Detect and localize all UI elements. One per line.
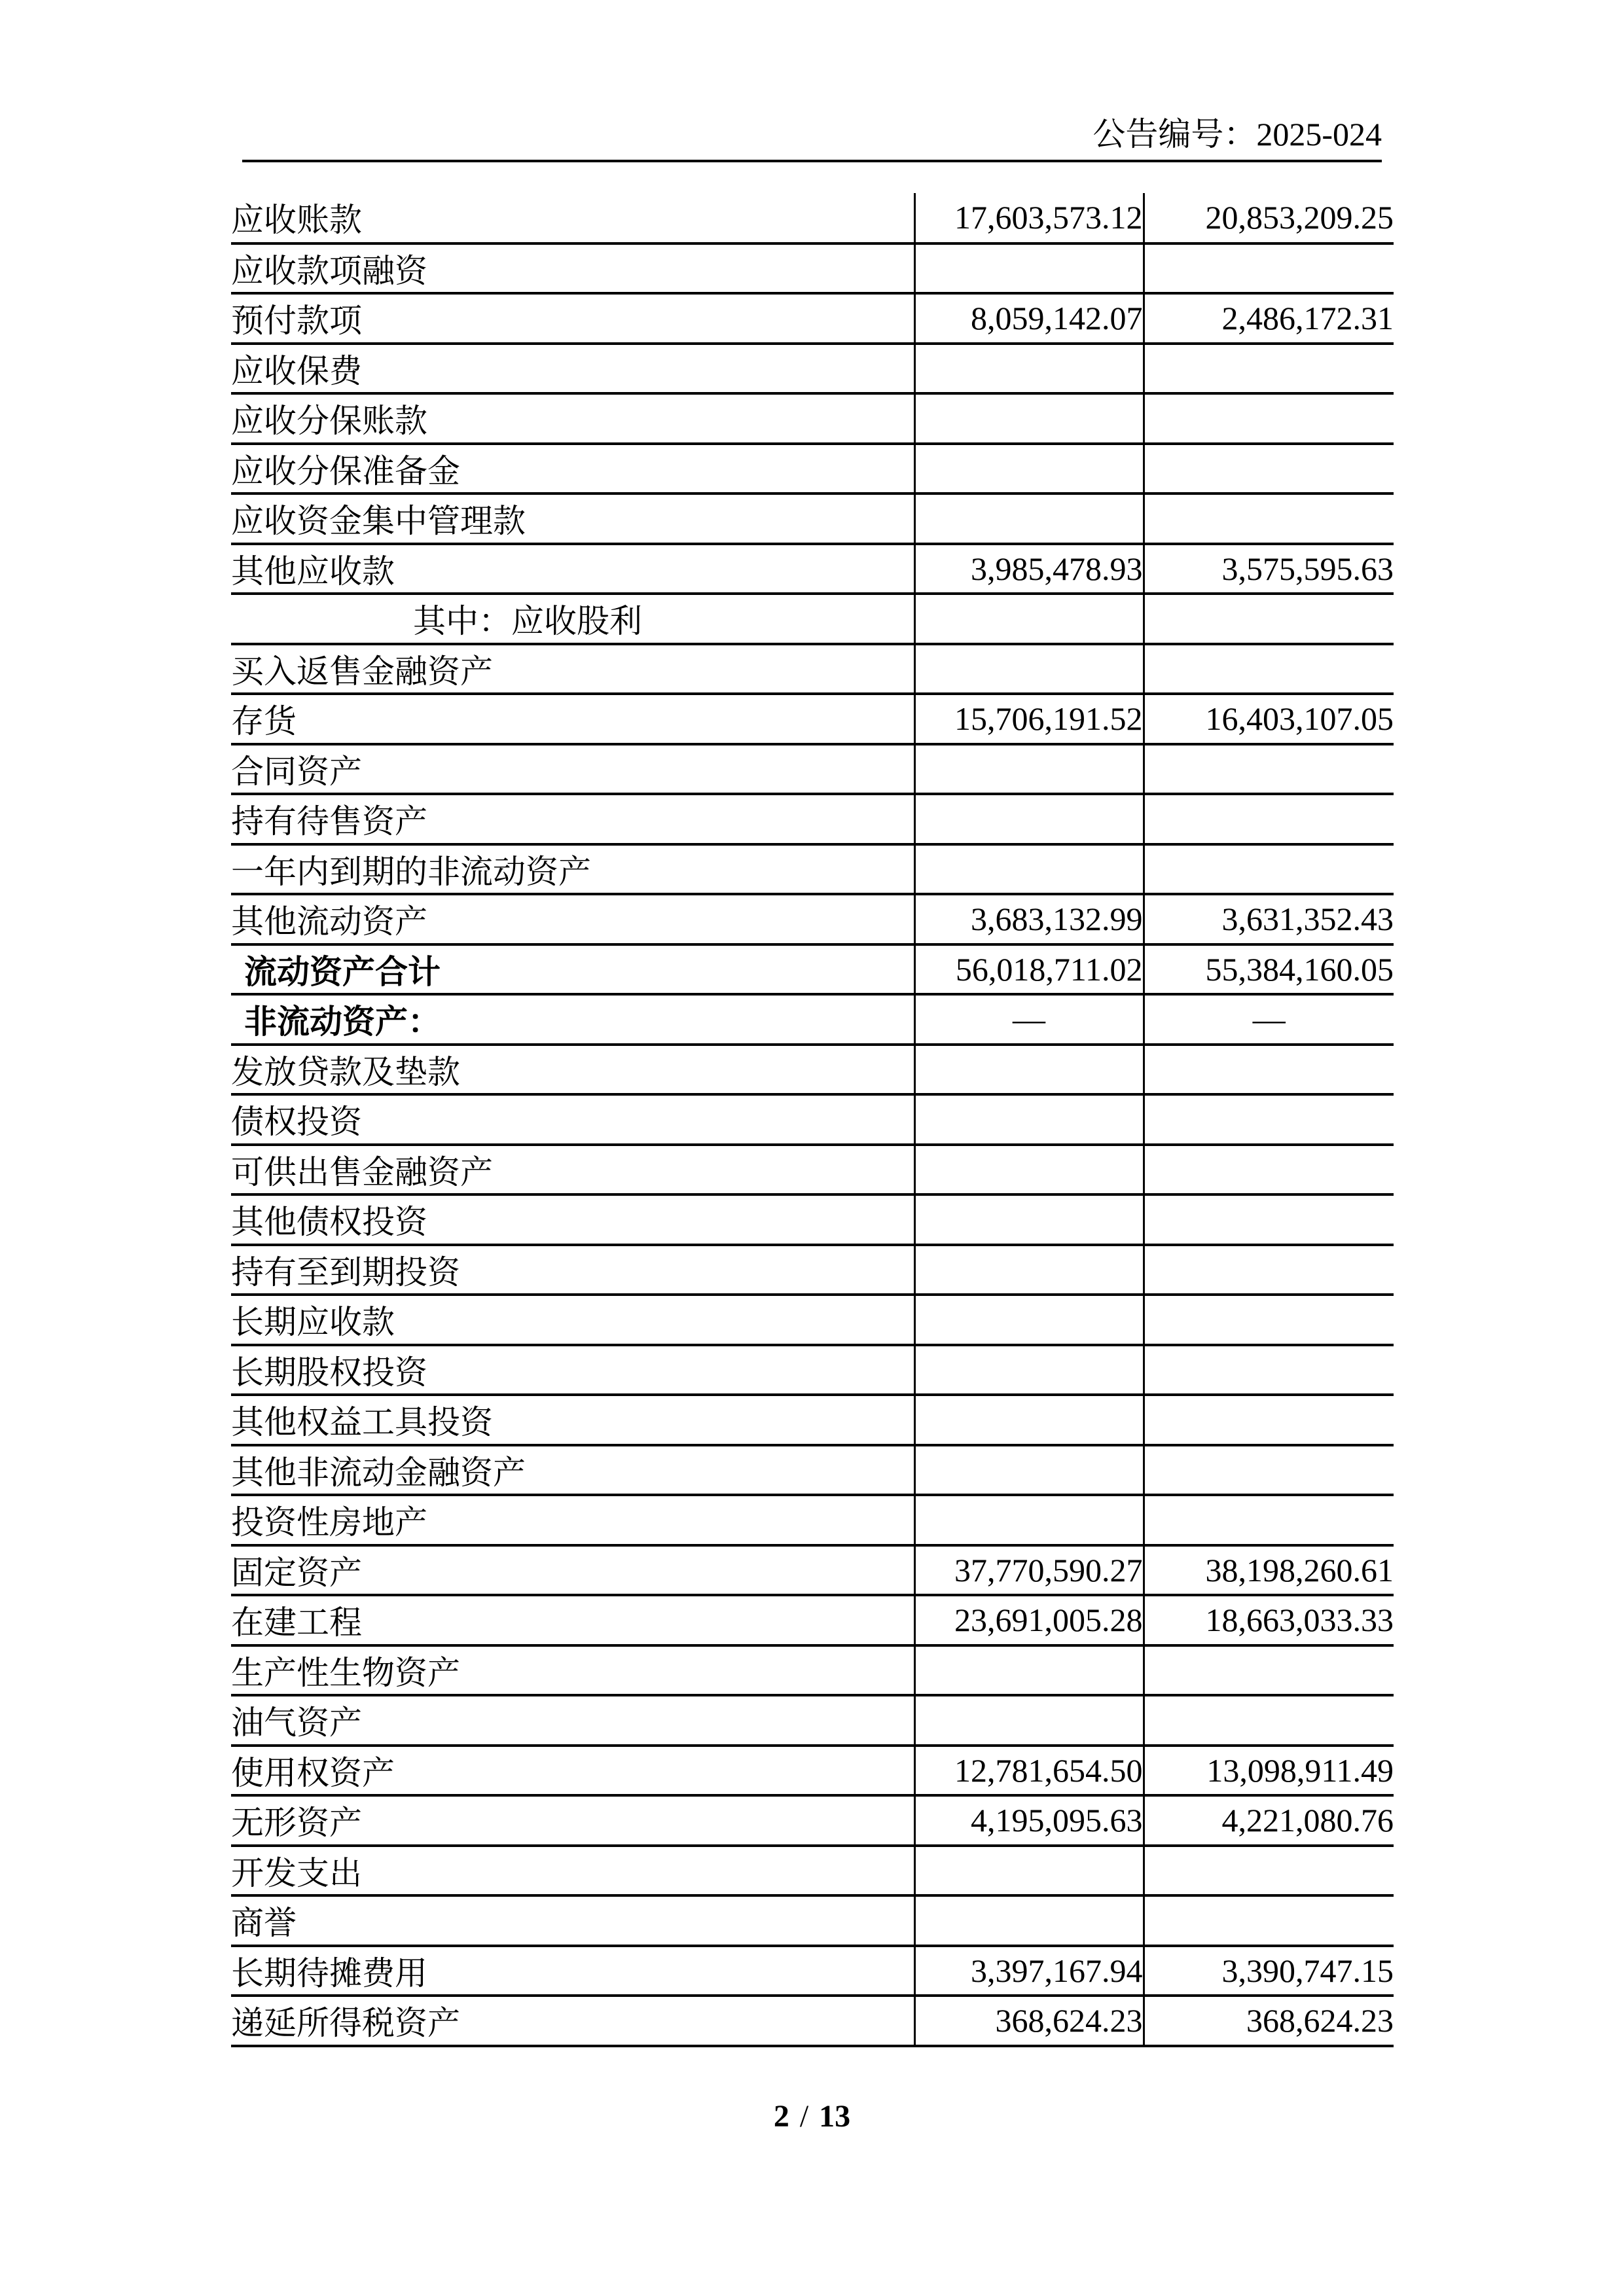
value-prior-period — [1144, 1295, 1394, 1345]
row-label: 使用权资产 — [231, 1746, 914, 1796]
value-current-period: 4,195,095.63 — [914, 1795, 1144, 1846]
value-current-period — [914, 1895, 1144, 1946]
table-row — [231, 1895, 1394, 1946]
value-current-period — [914, 1345, 1144, 1395]
table-row — [231, 1445, 1394, 1496]
value-current-period: 56,018,711.02 — [914, 944, 1144, 995]
row-label: 长期待摊费用 — [231, 1946, 914, 1996]
table-row — [231, 493, 1394, 544]
value-prior-period — [1144, 344, 1394, 394]
value-prior-period — [1144, 1145, 1394, 1195]
value-prior-period — [1144, 493, 1394, 544]
table-row — [231, 1094, 1394, 1145]
value-current-period: — — [914, 994, 1144, 1045]
table-row — [231, 844, 1394, 895]
row-label: 投资性房地产 — [231, 1495, 914, 1545]
row-label: 其他权益工具投资 — [231, 1395, 914, 1445]
table-row — [231, 1395, 1394, 1445]
table-row — [231, 1045, 1394, 1095]
balance-sheet-table — [231, 193, 1394, 2047]
row-label: 其中：应收股利 — [231, 594, 914, 644]
value-prior-period — [1144, 1194, 1394, 1245]
value-prior-period — [1144, 444, 1394, 494]
value-current-period — [914, 1094, 1144, 1145]
value-prior-period — [1144, 243, 1394, 294]
table-row — [231, 1996, 1394, 2046]
value-current-period — [914, 1145, 1144, 1195]
page-number-current: 2 — [773, 2099, 789, 2134]
table-row — [231, 1245, 1394, 1295]
row-label: 油气资产 — [231, 1695, 914, 1746]
row-label: 递延所得税资产 — [231, 1996, 914, 2046]
row-label: 持有至到期投资 — [231, 1245, 914, 1295]
value-prior-period: 38,198,260.61 — [1144, 1545, 1394, 1596]
table-row — [231, 243, 1394, 294]
value-current-period — [914, 1695, 1144, 1746]
value-prior-period: 20,853,209.25 — [1144, 193, 1394, 243]
value-prior-period — [1144, 1245, 1394, 1295]
value-current-period: 3,683,132.99 — [914, 894, 1144, 944]
value-current-period — [914, 1245, 1144, 1295]
row-label: 流动资产合计 — [231, 944, 914, 995]
table-row — [231, 1345, 1394, 1395]
value-current-period: 37,770,590.27 — [914, 1545, 1144, 1596]
row-label: 其他应收款 — [231, 544, 914, 594]
row-label: 应收资金集中管理款 — [231, 493, 914, 544]
row-label: 合同资产 — [231, 744, 914, 795]
row-label: 非流动资产： — [231, 994, 914, 1045]
value-prior-period: 2,486,172.31 — [1144, 293, 1394, 344]
value-current-period — [914, 1194, 1144, 1245]
value-prior-period: 3,631,352.43 — [1144, 894, 1394, 944]
table-row — [231, 393, 1394, 444]
value-prior-period — [1144, 393, 1394, 444]
value-current-period — [914, 1045, 1144, 1095]
table-row — [231, 344, 1394, 394]
table-row — [231, 1145, 1394, 1195]
row-label: 持有待售资产 — [231, 794, 914, 844]
row-label: 商誉 — [231, 1895, 914, 1946]
value-current-period — [914, 1445, 1144, 1496]
table-row — [231, 1295, 1394, 1345]
value-prior-period — [1144, 1345, 1394, 1395]
value-current-period: 368,624.23 — [914, 1996, 1144, 2046]
value-prior-period — [1144, 1045, 1394, 1095]
value-current-period: 3,397,167.94 — [914, 1946, 1144, 1996]
table-row — [231, 1194, 1394, 1245]
row-label: 其他流动资产 — [231, 894, 914, 944]
row-label: 长期应收款 — [231, 1295, 914, 1345]
table-row — [231, 944, 1394, 995]
value-prior-period — [1144, 1695, 1394, 1746]
row-label: 应收款项融资 — [231, 243, 914, 294]
value-prior-period: 368,624.23 — [1144, 1996, 1394, 2046]
table-row — [231, 193, 1394, 243]
row-label: 固定资产 — [231, 1545, 914, 1596]
value-current-period — [914, 1846, 1144, 1896]
table-row — [231, 1545, 1394, 1596]
value-current-period — [914, 744, 1144, 795]
value-current-period — [914, 1395, 1144, 1445]
table-row — [231, 744, 1394, 795]
value-prior-period: 13,098,911.49 — [1144, 1746, 1394, 1796]
table-row — [231, 794, 1394, 844]
value-current-period — [914, 594, 1144, 644]
table-row — [231, 1795, 1394, 1846]
row-label: 其他非流动金融资产 — [231, 1445, 914, 1496]
row-label: 应收分保准备金 — [231, 444, 914, 494]
page-number-separator: / — [799, 2099, 809, 2134]
table-row — [231, 444, 1394, 494]
table-row — [231, 293, 1394, 344]
row-label: 预付款项 — [231, 293, 914, 344]
value-prior-period: — — [1144, 994, 1394, 1045]
value-prior-period — [1144, 1495, 1394, 1545]
value-prior-period — [1144, 1094, 1394, 1145]
value-prior-period — [1144, 594, 1394, 644]
table-row — [231, 694, 1394, 744]
value-prior-period — [1144, 1645, 1394, 1696]
table-row — [231, 1495, 1394, 1545]
row-label: 长期股权投资 — [231, 1345, 914, 1395]
row-label: 买入返售金融资产 — [231, 644, 914, 694]
page-footer — [0, 2098, 1624, 2135]
row-label: 应收账款 — [231, 193, 914, 243]
value-prior-period — [1144, 744, 1394, 795]
value-current-period — [914, 1645, 1144, 1696]
value-current-period — [914, 844, 1144, 895]
table-row — [231, 544, 1394, 594]
row-label: 一年内到期的非流动资产 — [231, 844, 914, 895]
table-row — [231, 1746, 1394, 1796]
row-label: 应收保费 — [231, 344, 914, 394]
row-label: 发放贷款及垫款 — [231, 1045, 914, 1095]
table-row — [231, 1946, 1394, 1996]
value-prior-period — [1144, 1846, 1394, 1896]
row-label: 在建工程 — [231, 1595, 914, 1645]
table-row — [231, 994, 1394, 1045]
value-current-period — [914, 243, 1144, 294]
value-current-period — [914, 794, 1144, 844]
value-current-period: 15,706,191.52 — [914, 694, 1144, 744]
row-label: 开发支出 — [231, 1846, 914, 1896]
value-current-period: 23,691,005.28 — [914, 1595, 1144, 1645]
value-prior-period — [1144, 1445, 1394, 1496]
value-prior-period: 4,221,080.76 — [1144, 1795, 1394, 1846]
value-current-period — [914, 493, 1144, 544]
table-row — [231, 1846, 1394, 1896]
value-prior-period: 16,403,107.05 — [1144, 694, 1394, 744]
table-row — [231, 1595, 1394, 1645]
value-current-period — [914, 1295, 1144, 1345]
value-prior-period — [1144, 644, 1394, 694]
value-prior-period: 55,384,160.05 — [1144, 944, 1394, 995]
value-current-period: 17,603,573.12 — [914, 193, 1144, 243]
table-row — [231, 894, 1394, 944]
value-prior-period: 3,575,595.63 — [1144, 544, 1394, 594]
table-row — [231, 1695, 1394, 1746]
announcement-number: 公告编号：2025-024 — [1092, 116, 1382, 152]
value-current-period: 8,059,142.07 — [914, 293, 1144, 344]
row-label: 生产性生物资产 — [231, 1645, 914, 1696]
value-current-period: 3,985,478.93 — [914, 544, 1144, 594]
value-prior-period — [1144, 794, 1394, 844]
value-current-period — [914, 444, 1144, 494]
value-current-period — [914, 393, 1144, 444]
row-label: 可供出售金融资产 — [231, 1145, 914, 1195]
value-current-period: 12,781,654.50 — [914, 1746, 1144, 1796]
value-prior-period — [1144, 1395, 1394, 1445]
value-prior-period — [1144, 1895, 1394, 1946]
row-label: 其他债权投资 — [231, 1194, 914, 1245]
table-row — [231, 644, 1394, 694]
value-current-period — [914, 1495, 1144, 1545]
page-number-total: 13 — [819, 2099, 851, 2134]
row-label: 无形资产 — [231, 1795, 914, 1846]
value-prior-period — [1144, 844, 1394, 895]
row-label: 存货 — [231, 694, 914, 744]
value-prior-period: 18,663,033.33 — [1144, 1595, 1394, 1645]
table-row — [231, 1645, 1394, 1696]
value-current-period — [914, 344, 1144, 394]
value-prior-period: 3,390,747.15 — [1144, 1946, 1394, 1996]
value-current-period — [914, 644, 1144, 694]
row-label: 债权投资 — [231, 1094, 914, 1145]
row-label: 应收分保账款 — [231, 393, 914, 444]
header-rule — [242, 160, 1382, 162]
table-row — [231, 594, 1394, 644]
balance-sheet-table-body — [231, 193, 1394, 2046]
